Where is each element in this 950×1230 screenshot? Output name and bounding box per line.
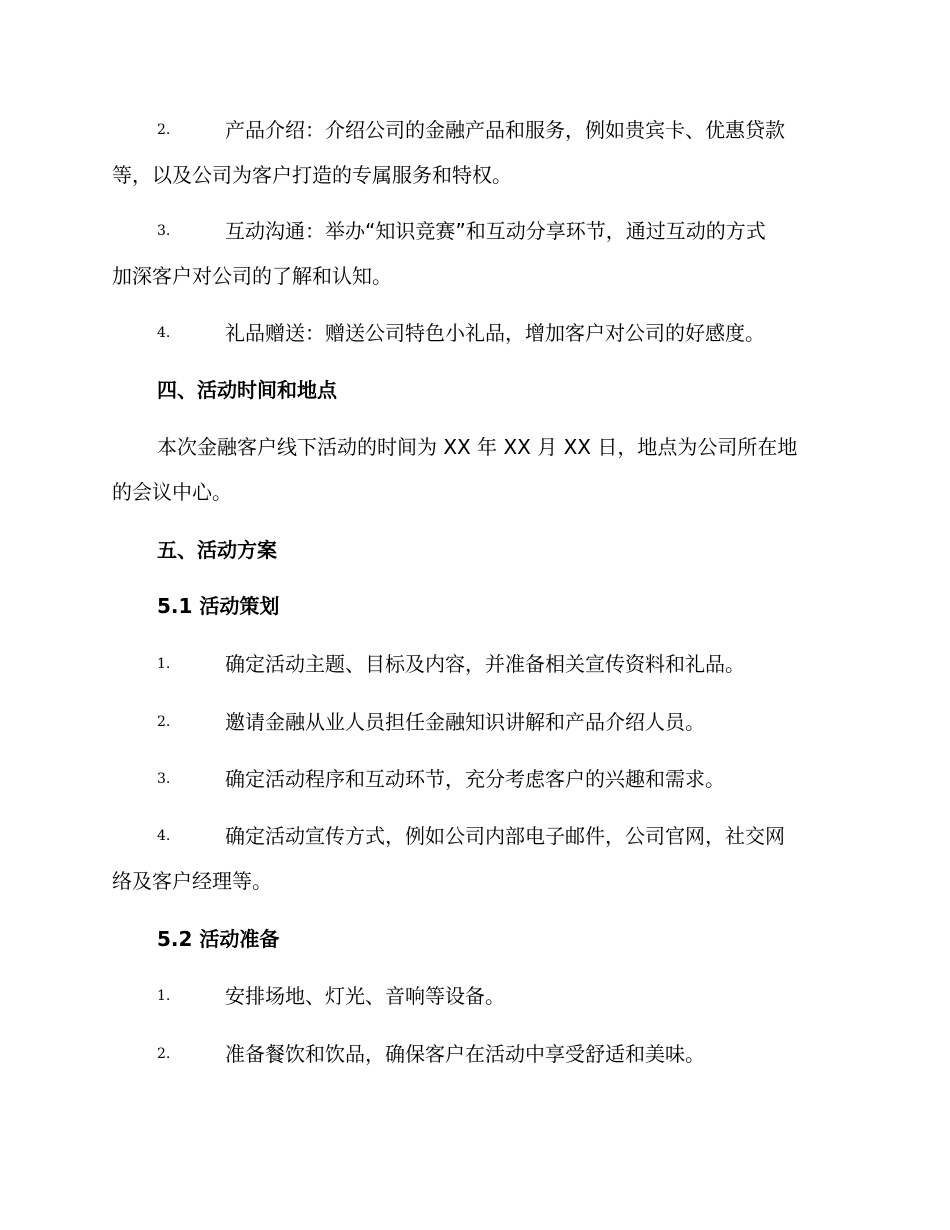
list-number: 3. bbox=[157, 223, 171, 239]
paragraph bbox=[112, 425, 837, 515]
list-text: 确定活动程序和互动环节，充分考虑客户的兴趣和需求。 bbox=[225, 767, 725, 791]
paragraph-line: 本次金融客户线下活动的时间为 XX 年 XX 月 XX 日，地点为公司所在地 bbox=[157, 435, 798, 459]
list-number: 4. bbox=[157, 828, 171, 844]
list-item bbox=[112, 1032, 837, 1077]
list-text: 确定活动宣传方式，例如公司内部电子邮件，公司官网，社交网 bbox=[225, 824, 785, 848]
list-item bbox=[112, 209, 837, 299]
list-item bbox=[112, 814, 837, 904]
list-text-continued: 络及客户经理等。 bbox=[112, 869, 272, 893]
list-number: 3. bbox=[157, 771, 171, 787]
list-item bbox=[112, 700, 837, 745]
list-text: 安排场地、灯光、音响等设备。 bbox=[225, 984, 505, 1008]
list-number: 1. bbox=[157, 656, 171, 672]
list-text-continued: 加深客户对公司的了解和认知。 bbox=[112, 264, 392, 288]
list-text: 礼品赠送：赠送公司特色小礼品，增加客户对公司的好感度。 bbox=[225, 321, 765, 345]
paragraph-line: 的会议中心。 bbox=[112, 480, 232, 504]
list-number: 2. bbox=[157, 1046, 171, 1062]
list-number: 4. bbox=[157, 325, 171, 341]
list-text: 确定活动主题、目标及内容，并准备相关宣传资料和礼品。 bbox=[225, 652, 745, 676]
subsection-heading: 5.2 活动准备 bbox=[157, 927, 280, 951]
list-item bbox=[112, 974, 837, 1019]
list-item bbox=[112, 642, 837, 687]
subsection-heading: 5.1 活动策划 bbox=[157, 594, 280, 618]
list-item bbox=[112, 108, 837, 198]
list-number: 1. bbox=[157, 988, 171, 1004]
list-text-continued: 等，以及公司为客户打造的专属服务和特权。 bbox=[112, 163, 512, 187]
list-number: 2. bbox=[157, 122, 171, 138]
list-number: 2. bbox=[157, 714, 171, 730]
section-heading: 四、活动时间和地点 bbox=[157, 378, 337, 402]
list-text: 互动沟通：举办“知识竞赛”和互动分享环节，通过互动的方式 bbox=[225, 219, 766, 243]
list-item bbox=[112, 311, 837, 356]
list-text: 产品介绍：介绍公司的金融产品和服务，例如贵宾卡、优惠贷款 bbox=[225, 118, 785, 142]
list-item bbox=[112, 757, 837, 802]
list-text: 邀请金融从业人员担任金融知识讲解和产品介绍人员。 bbox=[225, 710, 705, 734]
list-text: 准备餐饮和饮品，确保客户在活动中享受舒适和美味。 bbox=[225, 1042, 705, 1066]
section-heading: 五、活动方案 bbox=[157, 538, 277, 562]
